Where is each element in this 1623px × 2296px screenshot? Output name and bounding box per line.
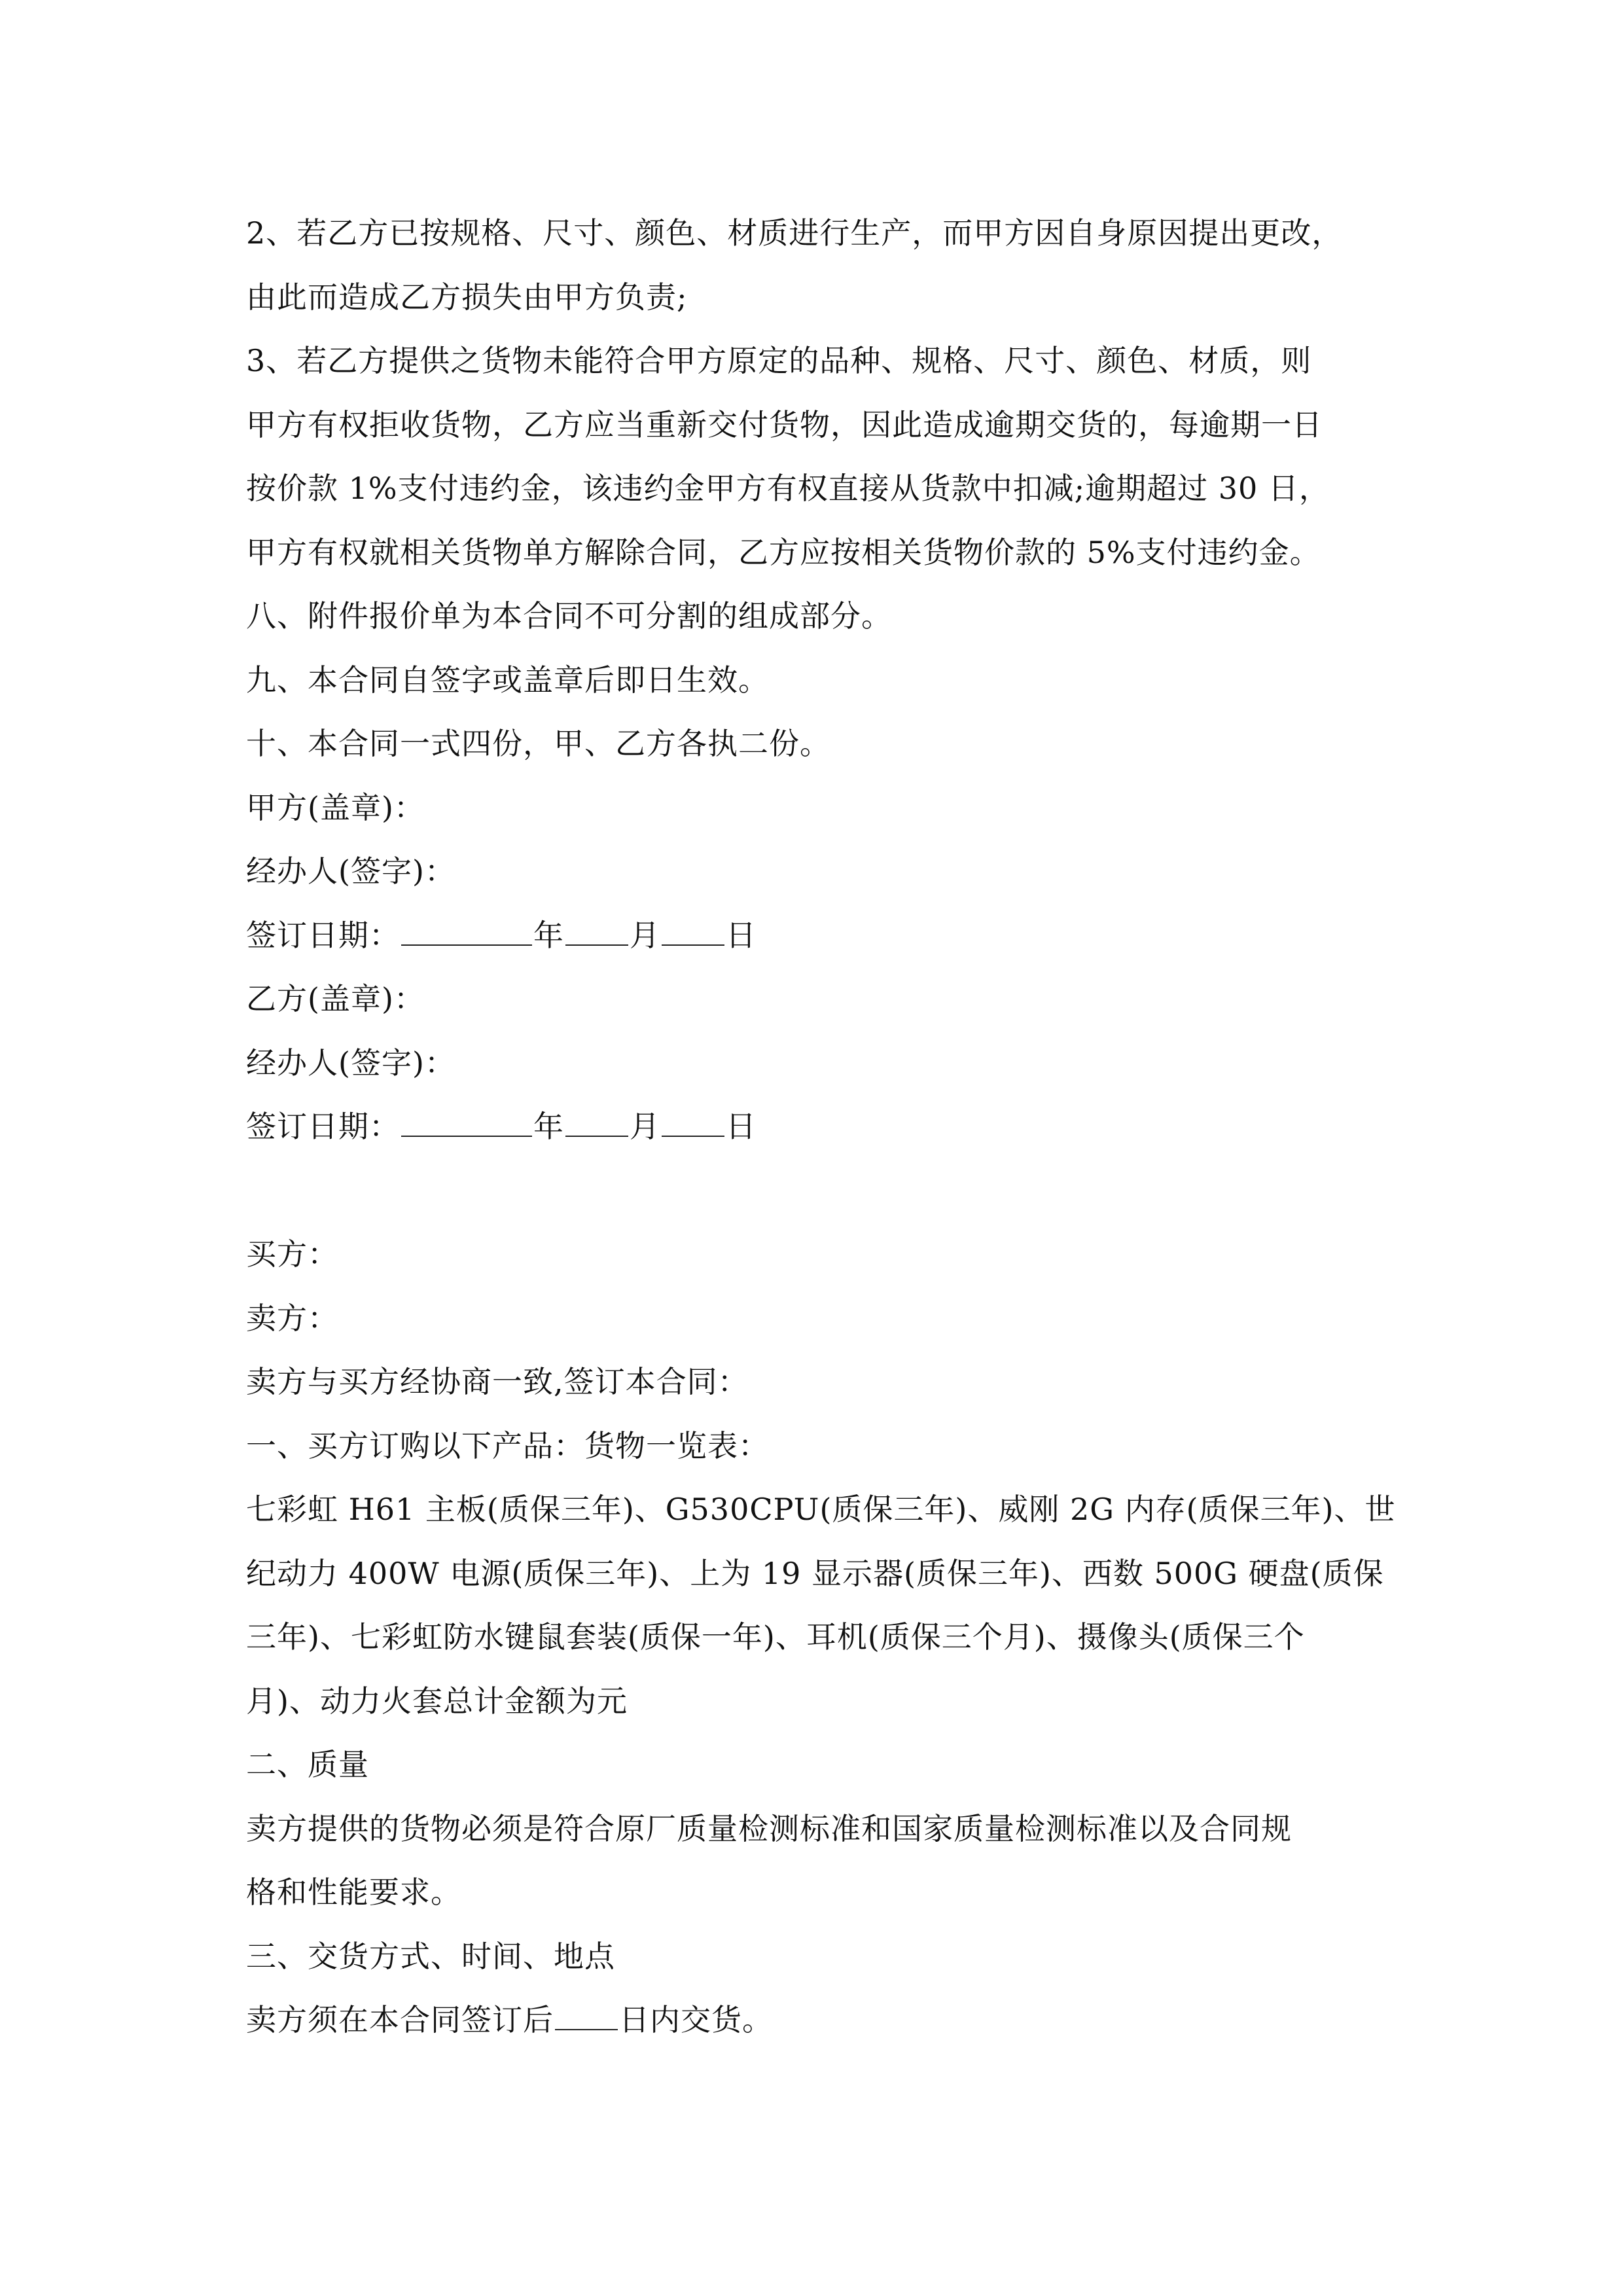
buyer-label: 买方： bbox=[246, 1236, 338, 1272]
item-3-line-1: 3、若乙方提供之货物未能符合甲方原定的品种、规格、尺寸、颜色、材质，则 bbox=[246, 343, 1312, 378]
quality-line-2: 格和性能要求。 bbox=[246, 1874, 461, 1910]
month-label: 月 bbox=[630, 917, 660, 953]
month-blank bbox=[565, 1108, 628, 1137]
delivery-prefix: 卖方须在本合同签订后 bbox=[246, 2002, 554, 2037]
day-blank bbox=[662, 917, 724, 946]
date-label: 签订日期： bbox=[246, 917, 400, 953]
item-3-line-2: 甲方有权拒收货物，乙方应当重新交付货物，因此造成逾期交货的，每逾期一日 bbox=[246, 406, 1323, 442]
date-label: 签订日期： bbox=[246, 1109, 400, 1144]
month-label: 月 bbox=[630, 1109, 660, 1144]
party-a-seal-label: 甲方(盖章)： bbox=[246, 789, 425, 825]
month-blank bbox=[565, 917, 628, 946]
delivery-days-blank bbox=[555, 2001, 618, 2030]
seller-label: 卖方： bbox=[246, 1300, 338, 1336]
party-a-agent-label: 经办人(签字)： bbox=[246, 853, 455, 889]
clause-1-title: 一、买方订购以下产品：货物一览表： bbox=[246, 1427, 769, 1463]
year-label: 年 bbox=[533, 1109, 564, 1144]
quality-line-1: 卖方提供的货物必须是符合原厂质量检测标准和国家质量检测标准以及合同规 bbox=[246, 1810, 1292, 1846]
item-2-line-2: 由此而造成乙方损失由甲方负责; bbox=[246, 279, 688, 315]
party-b-seal-label: 乙方(盖章)： bbox=[246, 981, 425, 1016]
clause-9: 九、本合同自签字或盖章后即日生效。 bbox=[246, 662, 769, 698]
day-label: 日 bbox=[726, 1109, 757, 1144]
item-2-line-1: 2、若乙方已按规格、尺寸、颜色、材质进行生产，而甲方因自身原因提出更改， bbox=[246, 215, 1343, 251]
item-3-line-4: 甲方有权就相关货物单方解除合同，乙方应按相关货物价款的 5%支付违约金。 bbox=[246, 534, 1321, 570]
goods-line-1: 七彩虹 H61 主板(质保三年)、G530CPU(质保三年)、威刚 2G 内存(质保三年)、世 bbox=[246, 1492, 1396, 1527]
clause-2-title: 二、质量 bbox=[246, 1747, 369, 1782]
delivery-line bbox=[246, 1988, 1385, 2053]
clause-3-title: 三、交货方式、时间、地点 bbox=[246, 1938, 615, 1974]
contract-intro: 卖方与买方经协商一致,签订本合同： bbox=[246, 1364, 749, 1399]
section-gap bbox=[246, 1159, 1385, 1223]
year-blank bbox=[401, 917, 532, 946]
delivery-suffix: 日内交货。 bbox=[619, 2002, 773, 2037]
party-b-agent-label: 经办人(签字)： bbox=[246, 1045, 455, 1081]
day-blank bbox=[662, 1108, 724, 1137]
contract-body bbox=[246, 202, 1396, 2053]
goods-line-4: 月)、动力火套总计金额为元 bbox=[246, 1683, 628, 1719]
clause-10: 十、本合同一式四份，甲、乙方各执二份。 bbox=[246, 726, 830, 761]
year-label: 年 bbox=[533, 917, 564, 953]
party-a-date-row bbox=[246, 904, 1385, 968]
clause-8: 八、附件报价单为本合同不可分割的组成部分。 bbox=[246, 598, 892, 634]
year-blank bbox=[401, 1108, 532, 1137]
goods-line-3: 三年)、七彩虹防水键鼠套装(质保一年)、耳机(质保三个月)、摄像头(质保三个 bbox=[246, 1619, 1305, 1655]
day-label: 日 bbox=[726, 917, 757, 953]
item-3-line-3: 按价款 1%支付违约金，该违约金甲方有权直接从货款中扣减;逾期超过 30 日， bbox=[246, 471, 1330, 506]
party-b-date-row bbox=[246, 1095, 1385, 1159]
goods-line-2: 纪动力 400W 电源(质保三年)、上为 19 显示器(质保三年)、西数 500G 硬盘(质保 bbox=[246, 1555, 1384, 1591]
